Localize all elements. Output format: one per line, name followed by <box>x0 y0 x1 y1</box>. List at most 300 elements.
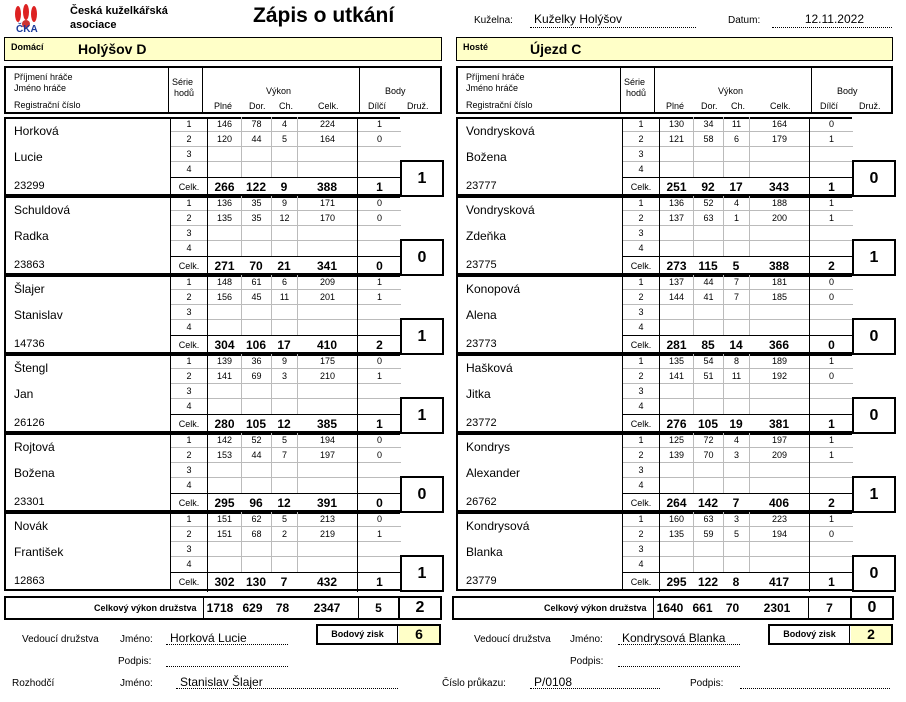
home-leader-label: Vedoucí družstva <box>22 634 99 645</box>
series-ch[interactable]: 5 <box>271 132 297 147</box>
series-ch[interactable] <box>723 305 749 320</box>
series-number: 4 <box>186 559 192 569</box>
total-plne: 273 <box>659 257 693 276</box>
series-dilci[interactable]: 0 <box>357 132 401 147</box>
series-dor[interactable] <box>241 399 271 414</box>
series-dilci[interactable]: 0 <box>357 448 401 463</box>
total-ch: 7 <box>280 575 288 589</box>
series-dilci[interactable]: 1 <box>809 448 853 463</box>
series-dilci[interactable]: 1 <box>809 433 853 448</box>
series-row <box>171 211 401 226</box>
series-plne[interactable] <box>207 147 241 162</box>
series-plne[interactable]: 139 <box>207 354 241 369</box>
series-dilci[interactable] <box>357 557 401 572</box>
series-dilci[interactable] <box>809 320 853 335</box>
team-point-box[interactable]: 1 <box>852 476 896 513</box>
series-ch[interactable] <box>723 399 749 414</box>
series-ch[interactable]: 5 <box>271 512 297 527</box>
series-ch[interactable]: 1 <box>723 211 749 226</box>
series-celk[interactable] <box>749 147 809 162</box>
series-plne[interactable] <box>207 557 241 572</box>
series-ch[interactable]: 3 <box>723 512 749 527</box>
team-point-box[interactable]: 1 <box>400 555 444 592</box>
series-plne[interactable] <box>207 241 241 256</box>
series-celk[interactable]: 200 <box>749 211 809 226</box>
series-grid <box>622 117 835 196</box>
series-celk[interactable]: 194 <box>749 527 809 542</box>
series-celk[interactable]: 185 <box>749 290 809 305</box>
series-dor[interactable]: 68 <box>241 527 271 542</box>
series-ch[interactable]: 5 <box>723 527 749 542</box>
series-number: 2 <box>186 450 192 460</box>
series-celk[interactable]: 188 <box>749 196 809 211</box>
series-celk[interactable] <box>749 478 809 493</box>
player-registration: 26126 <box>14 417 45 429</box>
series-ch[interactable]: 8 <box>723 354 749 369</box>
series-celk[interactable] <box>297 399 357 414</box>
series-dilci[interactable]: 1 <box>809 512 853 527</box>
series-plne[interactable]: 136 <box>659 196 693 211</box>
series-dilci[interactable] <box>809 463 853 478</box>
series-celk[interactable] <box>749 241 809 256</box>
series-dor[interactable] <box>241 226 271 241</box>
series-dor[interactable]: 69 <box>241 369 271 384</box>
away-leader-label: Vedoucí družstva <box>474 634 551 645</box>
series-plne[interactable]: 135 <box>659 354 693 369</box>
team-point-box[interactable]: 1 <box>400 318 444 355</box>
series-dor[interactable]: 63 <box>693 512 723 527</box>
series-plne[interactable]: 136 <box>207 196 241 211</box>
series-plne[interactable] <box>659 226 693 241</box>
team-point-box[interactable]: 0 <box>852 555 896 592</box>
series-dilci[interactable]: 0 <box>809 275 853 290</box>
player-registration: 23772 <box>466 417 497 429</box>
series-celk[interactable]: 224 <box>297 117 357 132</box>
series-ch[interactable] <box>723 226 749 241</box>
series-ch[interactable]: 11 <box>723 369 749 384</box>
series-dor[interactable]: 63 <box>693 211 723 226</box>
series-plne[interactable]: 135 <box>207 211 241 226</box>
series-celk[interactable] <box>297 305 357 320</box>
series-dor[interactable]: 36 <box>241 354 271 369</box>
series-celk[interactable] <box>297 226 357 241</box>
series-plne[interactable] <box>207 226 241 241</box>
series-plne[interactable]: 153 <box>207 448 241 463</box>
series-dor[interactable] <box>241 305 271 320</box>
series-dilci[interactable] <box>357 320 401 335</box>
series-plne[interactable]: 120 <box>207 132 241 147</box>
series-plne[interactable] <box>207 463 241 478</box>
series-plne[interactable] <box>659 162 693 177</box>
series-row <box>623 147 853 162</box>
series-dilci[interactable] <box>809 384 853 399</box>
series-plne[interactable] <box>207 162 241 177</box>
series-ch[interactable] <box>723 542 749 557</box>
series-dilci[interactable] <box>809 542 853 557</box>
series-dor[interactable]: 52 <box>693 196 723 211</box>
series-plne[interactable] <box>659 384 693 399</box>
series-plne[interactable] <box>659 320 693 335</box>
series-dilci[interactable]: 0 <box>809 117 853 132</box>
series-plne[interactable]: 137 <box>659 211 693 226</box>
series-dilci[interactable] <box>357 147 401 162</box>
series-plne[interactable]: 142 <box>207 433 241 448</box>
series-dilci[interactable]: 1 <box>809 196 853 211</box>
series-ch[interactable] <box>271 384 297 399</box>
series-plne[interactable]: 130 <box>659 117 693 132</box>
series-ch[interactable]: 4 <box>723 433 749 448</box>
team-point-box[interactable]: 1 <box>852 239 896 276</box>
away-team-name[interactable]: Újezd C <box>530 41 582 57</box>
series-dor[interactable]: 59 <box>693 527 723 542</box>
series-dor[interactable]: 70 <box>693 448 723 463</box>
series-plne[interactable] <box>659 542 693 557</box>
series-plne[interactable] <box>659 241 693 256</box>
series-celk[interactable]: 189 <box>749 354 809 369</box>
series-dilci[interactable] <box>357 478 401 493</box>
series-dor[interactable] <box>241 557 271 572</box>
series-dor[interactable]: 52 <box>241 433 271 448</box>
series-dilci[interactable] <box>809 241 853 256</box>
series-celk[interactable]: 181 <box>749 275 809 290</box>
series-ch[interactable]: 11 <box>271 290 297 305</box>
series-celk[interactable]: 170 <box>297 211 357 226</box>
series-celk[interactable] <box>749 320 809 335</box>
series-dilci[interactable] <box>809 147 853 162</box>
series-dor[interactable] <box>693 463 723 478</box>
series-plne[interactable]: 146 <box>207 117 241 132</box>
series-row <box>623 290 853 305</box>
series-dilci[interactable] <box>357 226 401 241</box>
series-plne[interactable] <box>659 478 693 493</box>
series-celk[interactable] <box>749 463 809 478</box>
series-row <box>623 241 853 256</box>
series-dilci[interactable]: 0 <box>809 290 853 305</box>
series-dor[interactable]: 62 <box>241 512 271 527</box>
series-ch[interactable] <box>723 147 749 162</box>
series-dilci[interactable] <box>357 241 401 256</box>
series-dor[interactable] <box>693 542 723 557</box>
series-celk[interactable] <box>297 542 357 557</box>
series-dilci[interactable]: 1 <box>357 527 401 542</box>
series-ch[interactable] <box>271 147 297 162</box>
series-celk[interactable]: 197 <box>749 433 809 448</box>
series-plne[interactable] <box>659 305 693 320</box>
series-dor[interactable]: 41 <box>693 290 723 305</box>
series-celk[interactable] <box>749 557 809 572</box>
away-signature-field[interactable] <box>618 653 740 667</box>
series-plne[interactable] <box>659 147 693 162</box>
series-celk[interactable] <box>749 162 809 177</box>
total-celk: 391 <box>316 496 338 510</box>
series-dor[interactable] <box>693 557 723 572</box>
series-ch[interactable]: 6 <box>271 275 297 290</box>
series-ch[interactable]: 7 <box>723 290 749 305</box>
series-dor[interactable]: 58 <box>693 132 723 147</box>
player-firstname: Jan <box>14 387 34 401</box>
series-ch[interactable] <box>723 557 749 572</box>
series-ch[interactable] <box>723 463 749 478</box>
series-ch[interactable] <box>271 320 297 335</box>
series-dor[interactable] <box>241 241 271 256</box>
series-ch[interactable] <box>271 226 297 241</box>
series-celk[interactable]: 175 <box>297 354 357 369</box>
series-celk[interactable]: 192 <box>749 369 809 384</box>
series-celk[interactable]: 171 <box>297 196 357 211</box>
series-dilci[interactable]: 0 <box>357 196 401 211</box>
home-team-name[interactable]: Holýšov D <box>78 41 147 57</box>
series-dilci[interactable]: 0 <box>809 527 853 542</box>
series-plne[interactable] <box>207 305 241 320</box>
series-plne[interactable] <box>207 478 241 493</box>
series-number: 4 <box>638 164 644 174</box>
team-point-box[interactable]: 0 <box>400 239 444 276</box>
series-ch[interactable] <box>723 320 749 335</box>
series-dilci[interactable]: 1 <box>357 117 401 132</box>
series-ch[interactable]: 5 <box>271 433 297 448</box>
player-registration: 23863 <box>14 259 45 271</box>
series-dor[interactable]: 35 <box>241 196 271 211</box>
series-celk[interactable] <box>297 557 357 572</box>
series-ch[interactable]: 3 <box>723 448 749 463</box>
series-celk[interactable]: 210 <box>297 369 357 384</box>
series-celk[interactable]: 197 <box>297 448 357 463</box>
series-plne[interactable]: 156 <box>207 290 241 305</box>
association-name-line1: Česká kuželkářská <box>70 5 168 17</box>
team-point-box[interactable]: 0 <box>400 476 444 513</box>
series-ch[interactable]: 7 <box>723 275 749 290</box>
series-plne[interactable]: 144 <box>659 290 693 305</box>
series-dor[interactable] <box>693 399 723 414</box>
series-dor[interactable]: 35 <box>241 211 271 226</box>
series-ch[interactable] <box>271 478 297 493</box>
series-plne[interactable]: 151 <box>207 527 241 542</box>
series-ch[interactable] <box>723 478 749 493</box>
series-celk[interactable] <box>297 478 357 493</box>
series-number: 3 <box>186 228 192 238</box>
series-ch[interactable]: 9 <box>271 196 297 211</box>
series-number: 1 <box>638 277 644 287</box>
series-celk[interactable]: 209 <box>297 275 357 290</box>
series-dilci[interactable]: 1 <box>357 369 401 384</box>
series-ch[interactable] <box>723 162 749 177</box>
series-dilci[interactable]: 0 <box>357 433 401 448</box>
series-celk[interactable] <box>749 542 809 557</box>
series-dor[interactable] <box>241 320 271 335</box>
series-dor[interactable]: 44 <box>693 275 723 290</box>
series-dor[interactable] <box>241 147 271 162</box>
series-ch[interactable] <box>723 384 749 399</box>
series-celk[interactable] <box>297 320 357 335</box>
referee-card-field[interactable]: P/0108 <box>530 675 660 689</box>
series-dilci[interactable] <box>357 162 401 177</box>
team-point-box[interactable]: 0 <box>852 397 896 434</box>
series-ch[interactable]: 4 <box>271 117 297 132</box>
series-dor[interactable] <box>241 162 271 177</box>
series-celk[interactable]: 209 <box>749 448 809 463</box>
series-ch[interactable] <box>271 162 297 177</box>
series-number: 4 <box>638 401 644 411</box>
series-ch[interactable]: 3 <box>271 369 297 384</box>
player-surname: Rojtová <box>14 440 55 454</box>
referee-name-label: Jméno: <box>120 678 153 689</box>
series-plne[interactable] <box>207 542 241 557</box>
series-dor[interactable]: 78 <box>241 117 271 132</box>
team-point-box[interactable]: 0 <box>852 160 896 197</box>
team-point-box[interactable]: 0 <box>852 318 896 355</box>
series-ch[interactable]: 9 <box>271 354 297 369</box>
series-dor[interactable]: 51 <box>693 369 723 384</box>
series-ch[interactable]: 4 <box>723 196 749 211</box>
series-ch[interactable] <box>271 557 297 572</box>
series-dilci[interactable] <box>357 399 401 414</box>
team-point-box[interactable]: 1 <box>400 160 444 197</box>
total-plne: 281 <box>659 336 693 355</box>
series-celk[interactable] <box>749 226 809 241</box>
series-celk[interactable]: 164 <box>749 117 809 132</box>
series-celk[interactable] <box>749 399 809 414</box>
series-celk[interactable] <box>297 241 357 256</box>
home-signature-field[interactable] <box>166 653 288 667</box>
series-dilci[interactable] <box>357 384 401 399</box>
total-celk: 388 <box>316 180 338 194</box>
series-dor[interactable]: 44 <box>241 448 271 463</box>
series-celk[interactable]: 179 <box>749 132 809 147</box>
series-dilci[interactable] <box>809 305 853 320</box>
series-ch[interactable] <box>271 241 297 256</box>
series-celk[interactable] <box>297 463 357 478</box>
series-number: 2 <box>638 371 644 381</box>
series-number: 2 <box>638 529 644 539</box>
series-celk[interactable] <box>297 147 357 162</box>
series-plne[interactable] <box>207 320 241 335</box>
series-dilci[interactable] <box>809 226 853 241</box>
series-dor[interactable]: 61 <box>241 275 271 290</box>
plne-header: Plné <box>666 101 685 111</box>
series-celk[interactable]: 219 <box>297 527 357 542</box>
series-dor[interactable]: 72 <box>693 433 723 448</box>
series-dor[interactable] <box>241 384 271 399</box>
series-ch[interactable]: 6 <box>723 132 749 147</box>
series-celk[interactable] <box>749 384 809 399</box>
series-dor[interactable]: 45 <box>241 290 271 305</box>
total-label: Celk. <box>178 182 200 192</box>
referee-name-field[interactable]: Stanislav Šlajer <box>176 675 398 689</box>
series-dilci[interactable]: 1 <box>809 211 853 226</box>
series-dilci[interactable] <box>809 557 853 572</box>
series-dor[interactable] <box>241 463 271 478</box>
team-point-box[interactable]: 1 <box>400 397 444 434</box>
series-plne[interactable]: 137 <box>659 275 693 290</box>
series-plne[interactable]: 121 <box>659 132 693 147</box>
series-dor[interactable] <box>693 147 723 162</box>
series-plne[interactable]: 125 <box>659 433 693 448</box>
home-leader-name-field[interactable]: Horková Lucie <box>166 631 288 645</box>
away-leader-name-field[interactable]: Kondrysová Blanka <box>618 631 740 645</box>
series-ch[interactable]: 7 <box>271 448 297 463</box>
series-dor[interactable] <box>693 241 723 256</box>
series-dor[interactable] <box>693 478 723 493</box>
series-dor[interactable]: 44 <box>241 132 271 147</box>
total-ch: 19 <box>729 417 743 431</box>
series-ch[interactable]: 12 <box>271 211 297 226</box>
player-total-row <box>623 572 853 591</box>
referee-signature-field[interactable] <box>740 675 890 689</box>
total-ch: 14 <box>729 338 743 352</box>
series-plne[interactable]: 148 <box>207 275 241 290</box>
venue-field[interactable]: Kuželky Holýšov <box>530 12 696 28</box>
total-dilci: 1 <box>809 415 853 434</box>
series-plne[interactable]: 160 <box>659 512 693 527</box>
series-ch[interactable] <box>271 399 297 414</box>
series-ch[interactable]: 2 <box>271 527 297 542</box>
series-plne[interactable] <box>207 384 241 399</box>
series-celk[interactable] <box>297 384 357 399</box>
series-number: 4 <box>638 322 644 332</box>
series-dilci[interactable]: 1 <box>809 132 853 147</box>
series-dilci[interactable] <box>809 162 853 177</box>
series-dor[interactable] <box>693 226 723 241</box>
series-dor[interactable] <box>241 542 271 557</box>
date-field[interactable]: 12.11.2022 <box>772 12 892 28</box>
series-ch[interactable] <box>271 542 297 557</box>
series-dilci[interactable]: 0 <box>357 354 401 369</box>
series-dor[interactable] <box>241 478 271 493</box>
series-dilci[interactable] <box>357 463 401 478</box>
series-plne[interactable] <box>659 399 693 414</box>
series-plne[interactable]: 151 <box>207 512 241 527</box>
series-celk[interactable]: 164 <box>297 132 357 147</box>
series-ch[interactable] <box>271 305 297 320</box>
series-ch[interactable] <box>723 241 749 256</box>
series-dor[interactable] <box>693 384 723 399</box>
series-dilci[interactable] <box>809 399 853 414</box>
series-celk[interactable] <box>297 162 357 177</box>
series-celk[interactable]: 194 <box>297 433 357 448</box>
series-dor[interactable] <box>693 162 723 177</box>
series-dilci[interactable] <box>809 478 853 493</box>
series-dor[interactable]: 54 <box>693 354 723 369</box>
series-celk[interactable]: 201 <box>297 290 357 305</box>
series-dilci[interactable]: 0 <box>809 369 853 384</box>
home-role-label: Domácí <box>11 42 44 52</box>
series-dilci[interactable]: 0 <box>357 512 401 527</box>
series-dilci[interactable] <box>357 542 401 557</box>
performance-header: Výkon <box>266 86 292 96</box>
series-dor[interactable] <box>693 305 723 320</box>
series-plne[interactable]: 139 <box>659 448 693 463</box>
series-dor[interactable] <box>693 320 723 335</box>
series-dilci[interactable] <box>357 305 401 320</box>
series-celk[interactable]: 223 <box>749 512 809 527</box>
total-celk: 381 <box>768 417 790 431</box>
series-plne[interactable] <box>207 399 241 414</box>
series-plne[interactable]: 141 <box>207 369 241 384</box>
series-ch[interactable] <box>271 463 297 478</box>
series-plne[interactable] <box>659 463 693 478</box>
series-plne[interactable] <box>659 557 693 572</box>
series-celk[interactable] <box>749 305 809 320</box>
series-plne[interactable]: 135 <box>659 527 693 542</box>
series-ch[interactable]: 11 <box>723 117 749 132</box>
series-dilci[interactable]: 1 <box>357 275 401 290</box>
series-plne[interactable]: 141 <box>659 369 693 384</box>
series-dilci[interactable]: 1 <box>809 354 853 369</box>
series-dilci[interactable]: 1 <box>357 290 401 305</box>
series-dilci[interactable]: 0 <box>357 211 401 226</box>
series-celk[interactable]: 213 <box>297 512 357 527</box>
series-dor[interactable]: 34 <box>693 117 723 132</box>
